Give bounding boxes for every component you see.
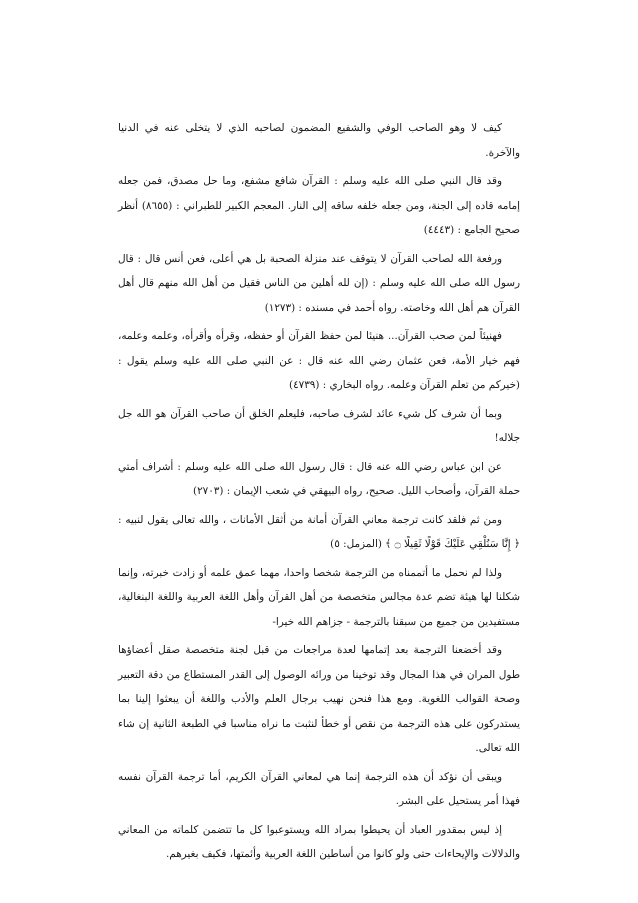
document-body xyxy=(118,116,520,871)
paragraph-nobles-of-ummah: عن ابن عباس رضي الله عنه قال : قال رسول الله صلى الله عليه وسلم : أشراف أمتي حملة القرآن، وأصحاب الليل. صحيح، رواه البيهقي في شعب الإيمان : (٢٧٠٣) xyxy=(118,460,520,497)
paragraph-heavy-trust: ومن ثم فلقد كانت ترجمة معاني القرآن أمانة من أثقل الأمانات ، والله تعالى يقول لنبيه : ﴿ إِنَّا سَنُلْقِي عَلَيْكَ قَوْلًا ثَقِيلًا ۝ ﴾ (المزمل: ٥) xyxy=(118,513,520,550)
paragraph-people-of-allah: ورفعة الله لصاحب القرآن لا يتوقف عند منزلة الصحبة بل هي أعلى، فعن أنس قال : قال رسول الله صلى الله عليه وسلم : (إن لله أهلين من الناس فقيل من أهل الله منهم قال أهل القرآن هم أهل الله وخاصته. رواه أحمد في مسنده : (١٢٧٣) xyxy=(118,252,520,314)
paragraph-reviews: وقد أخضعنا الترجمة بعد إتمامها لعدة مراجعات من قبل لجنة متخصصة صقل أعضاؤها طول المران في هذا المجال وقد توخينا من ورائه الوصول إلى القدر المستطاع من دقة التعبير وصحة القوالب اللغوية. ومع هذا فنحن نهيب برجال العلم والأدب واللغة أن يبعثوا إلينا بما يستدركون على هذه الترجمة من نقص أو خطأ لنثبت ما نراه مناسبا في الطبعة الثانية إن شاء الله تعالى. xyxy=(118,644,520,754)
paragraph-committees: ولذا لم نحمل ما أتممناه من الترجمة شخصا واحدا، مهما عمق علمه أو زادت خبرته، وإنما شكلنا لها هيئة تضم عدة مجالس متخصصة من أهل القرآن وأهل اللغة العربية واللغة البنغالية، مستفيدين من جميع من سبقنا بالترجمة - جزاهم الله خيرا- xyxy=(118,566,520,628)
paragraph-impossible: إذ ليس بمقدور العباد أن يحيطوا بمراد الله ويستوعبوا كل ما تتضمن كلماته من المعاني والدلالات والإيحاءات حتى ولو كانوا من أساطين اللغة العربية وأئمتها، فكيف بغيرهم. xyxy=(118,823,520,860)
paragraph-companion: كيف لا وهو الصاحب الوفي والشفيع المضمون لصاحبه الذي لا يتخلى عنه في الدنيا والآخرة. xyxy=(118,122,520,159)
paragraph-meanings-only: ويبقى أن نؤكد أن هذه الترجمة إنما هي لمعاني القرآن الكريم، أما ترجمة القرآن نفسه فهذا أمر يستحيل على البشر. xyxy=(118,770,520,807)
paragraph-best-of-you: فهنيئاً لمن صحب القرآن... هنيئا لمن حفظ القرآن أو حفظه، وقرأه وأقرأه، وعلمه وعلمه، فهم خيار الأمة، فعن عثمان رضي الله عنه قال : عن النبي صلى الله عليه وسلم يقول : (خيركم من تعلم القرآن وعلمه. رواه البخاري : (٤٧٣٩) xyxy=(118,330,520,391)
paragraph-intercessor-hadith: وقد قال النبي صلى الله عليه وسلم : القرآن شافع مشفع، وما حل مصدق، فمن جعله إمامه قاده إلى الجنة، ومن جعله خلفه ساقه إلى النار. المعجم الكبير للطبراني : (٨٦٥٥) أنظر صحيح الجامع : (٤٤٤٣) xyxy=(118,175,520,236)
paragraph-honor-of-owner: وبما أن شرف كل شيء عائد لشرف صاحبه، فليعلم الخلق أن صاحب القرآن هو الله جل جلاله! xyxy=(118,407,520,444)
